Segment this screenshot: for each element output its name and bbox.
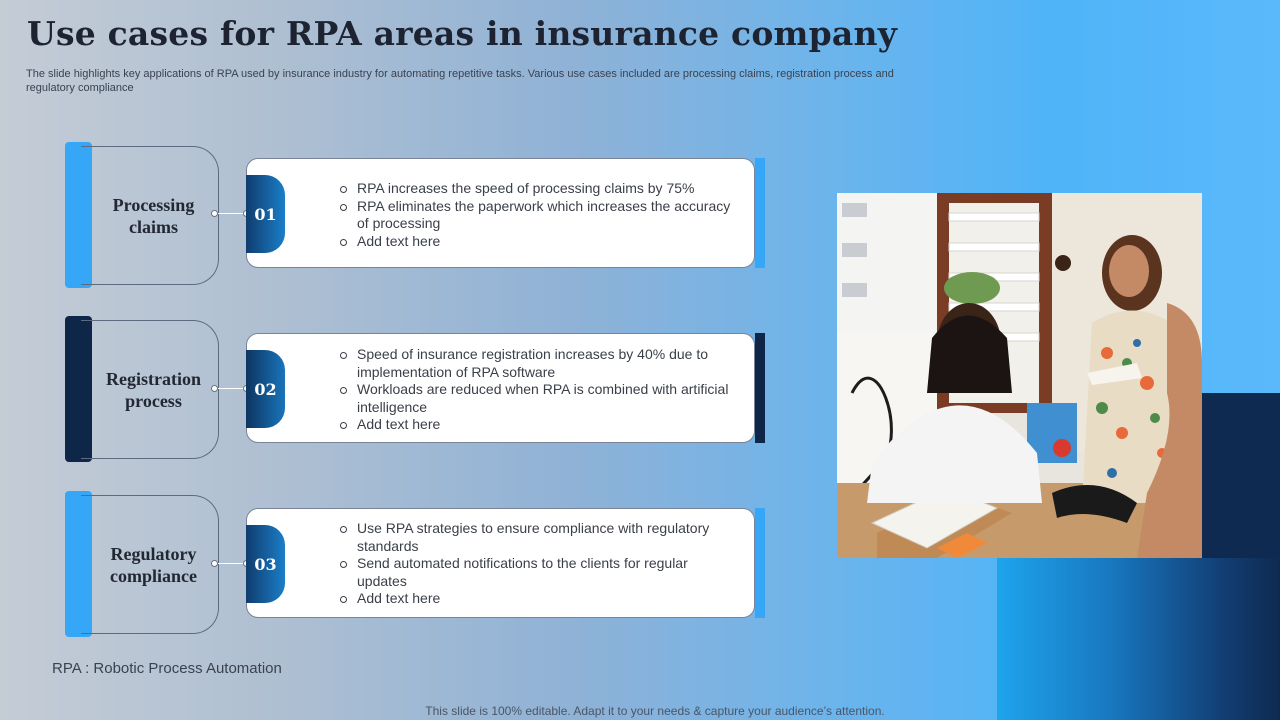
bullet-item: Add text here: [338, 416, 738, 434]
connector-dot: [211, 385, 218, 392]
bullet-item: RPA increases the speed of processing claims by 75%: [338, 180, 738, 198]
card-edge-stripe: [755, 508, 765, 618]
connector-dot: [211, 210, 218, 217]
meeting-photo: [837, 193, 1202, 558]
connector-dot: [211, 560, 218, 567]
use-case-label-box: [81, 495, 219, 634]
card-edge-stripe: [755, 333, 765, 443]
use-case-label: Processing claims: [112, 194, 195, 237]
bullet-item: Speed of insurance registration increases by 40% due to implementation of RPA software: [338, 346, 738, 381]
slide-title: Use cases for RPA areas in insurance company: [27, 14, 898, 53]
slide-subtitle: The slide highlights key applications of RPA used by insurance industry for automating repetitive tasks. Various use cases included are processing claims, registration process and regulatory compliance: [26, 68, 894, 94]
decorative-gradient-block: [997, 558, 1280, 720]
bullet-item: Send automated notifications to the clients for regular updates: [338, 555, 738, 590]
use-case-label-box: [81, 146, 219, 285]
bullet-item: Add text here: [338, 590, 738, 608]
step-number-badge: 03: [246, 525, 285, 603]
card-edge-stripe: [755, 158, 765, 268]
footnote: RPA : Robotic Process Automation: [52, 660, 282, 677]
use-case-label-box: [81, 320, 219, 459]
step-number-badge: 02: [246, 350, 285, 428]
bullet-item: Add text here: [338, 233, 738, 251]
use-case-label: Regulatory compliance: [110, 543, 197, 586]
bullet-item: Workloads are reduced when RPA is combined with artificial intelligence: [338, 381, 738, 416]
footer-note: This slide is 100% editable. Adapt it to your needs & capture your audience’s attention.: [425, 704, 885, 718]
bullet-item: Use RPA strategies to ensure compliance with regulatory standards: [338, 520, 738, 555]
bullet-list: [338, 180, 738, 250]
bullet-item: RPA eliminates the paperwork which increases the accuracy of processing: [338, 198, 738, 233]
bullet-list: [338, 346, 738, 434]
use-case-label: Registration process: [106, 368, 201, 411]
step-number-badge: 01: [246, 175, 285, 253]
bullet-list: [338, 520, 738, 608]
